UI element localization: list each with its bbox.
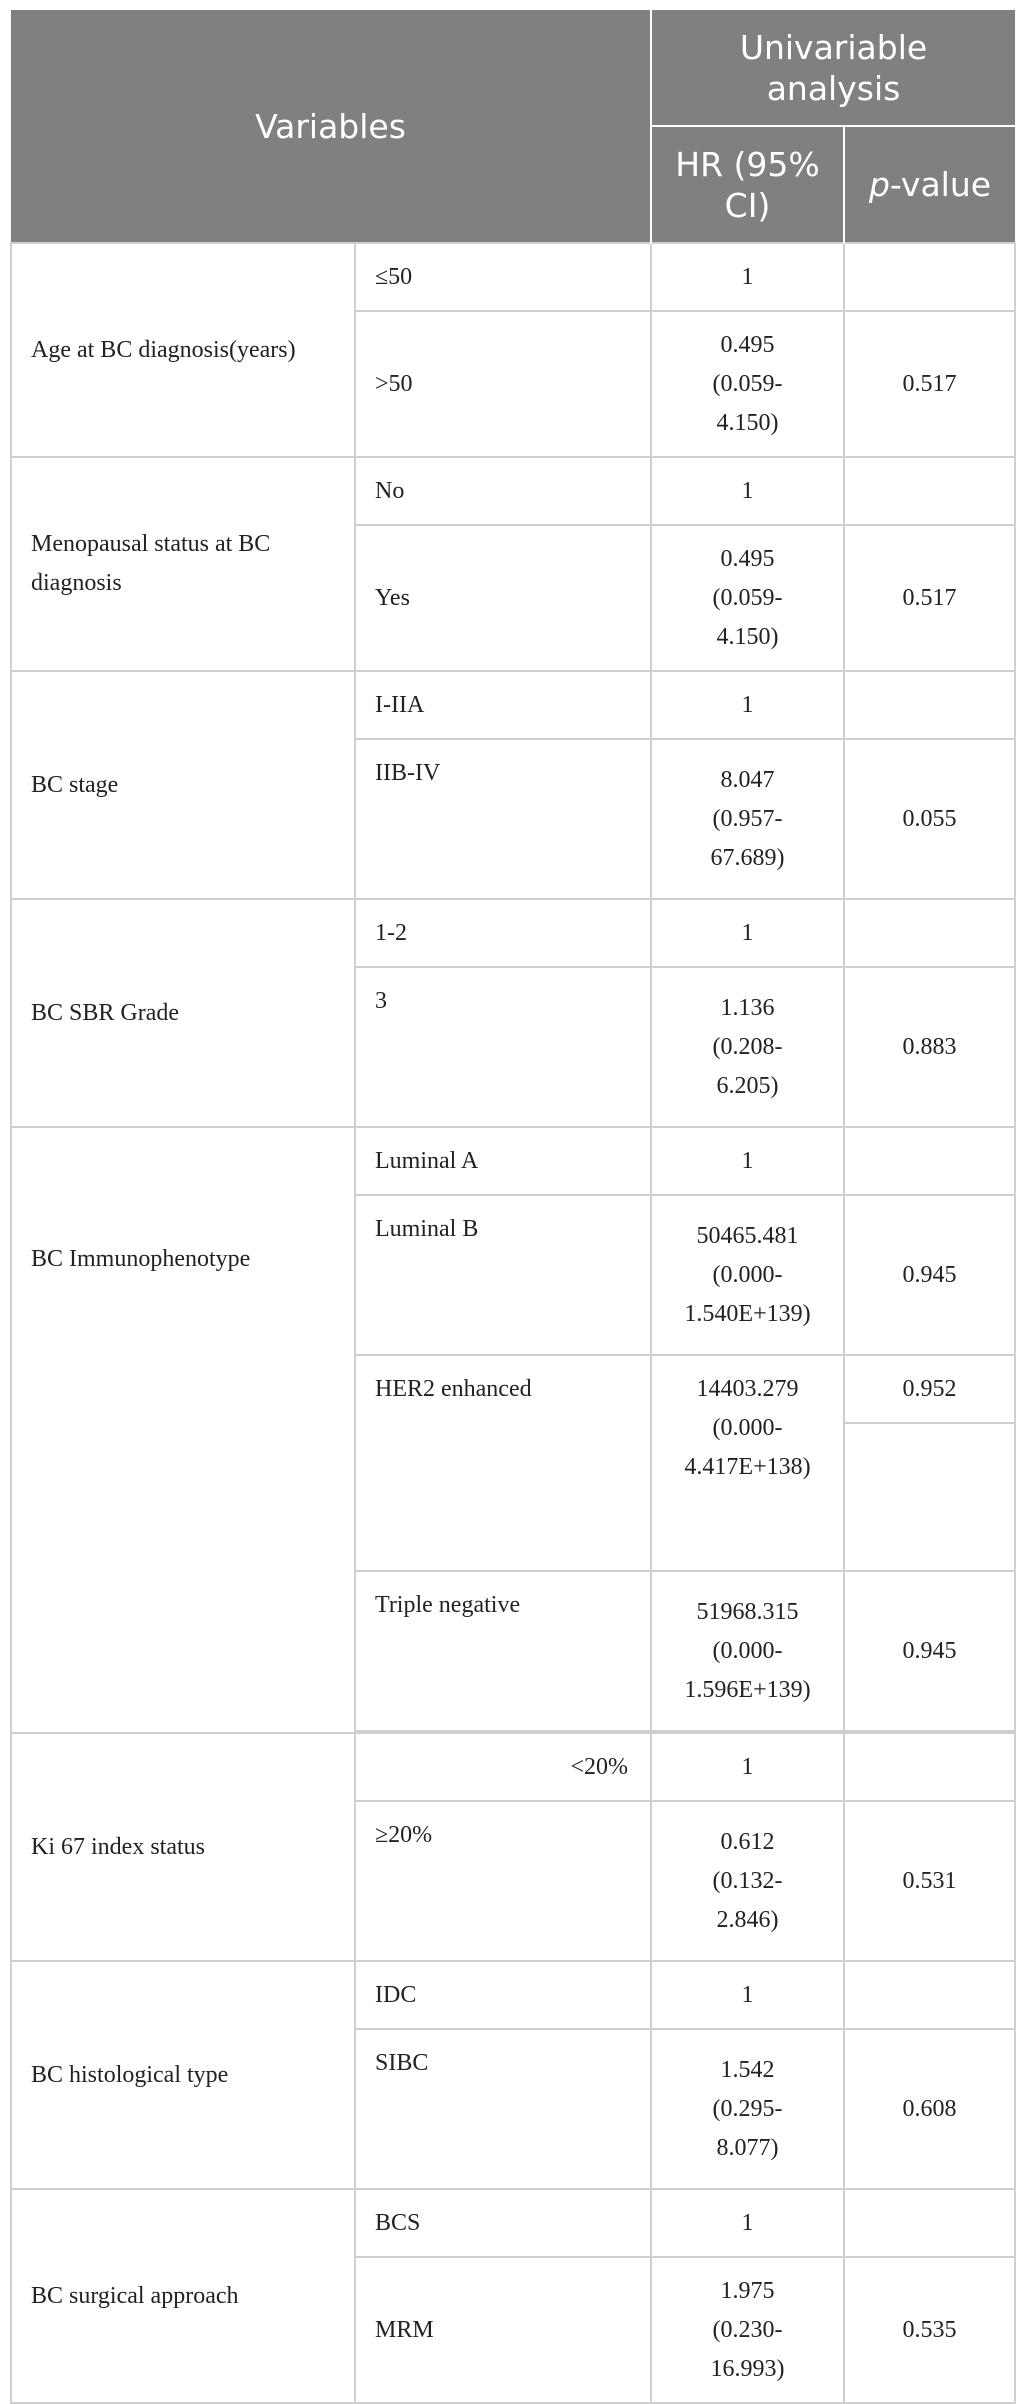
p-value: 0.945 bbox=[844, 1571, 1015, 1731]
header-variables: Variables bbox=[11, 10, 651, 243]
p-value bbox=[844, 2189, 1015, 2257]
p-value bbox=[844, 1423, 1015, 1571]
variable-name: Ki 67 index status bbox=[11, 1733, 355, 1961]
hr-value: 1 bbox=[651, 1733, 844, 1801]
table-row bbox=[11, 1127, 1015, 1195]
variable-name: Menopausal status at BC diagnosis bbox=[11, 457, 355, 671]
hr-value: 14403.279 (0.000-4.417E+138) bbox=[651, 1355, 844, 1571]
category: IIB-IV bbox=[355, 739, 651, 899]
p-value: 0.945 bbox=[844, 1195, 1015, 1355]
p-value: 0.531 bbox=[844, 1801, 1015, 1961]
category: ≥20% bbox=[355, 1801, 651, 1961]
header-p-value: p-value bbox=[844, 126, 1015, 243]
hr-value: 0.612 (0.132-2.846) bbox=[651, 1801, 844, 1961]
hr-value: 1.542 (0.295-8.077) bbox=[651, 2029, 844, 2189]
table-row bbox=[11, 1961, 1015, 2029]
p-value bbox=[844, 243, 1015, 311]
hr-value: 0.495 (0.059-4.150) bbox=[651, 525, 844, 671]
table-row bbox=[11, 671, 1015, 739]
p-value bbox=[844, 1961, 1015, 2029]
hr-value: 1 bbox=[651, 1127, 844, 1195]
hr-value: 51968.315 (0.000-1.596E+139) bbox=[651, 1571, 844, 1731]
p-value bbox=[844, 1733, 1015, 1801]
hr-value: 1 bbox=[651, 243, 844, 311]
p-value: 0.517 bbox=[844, 311, 1015, 457]
category: HER2 enhanced bbox=[355, 1355, 651, 1571]
hr-value: 50465.481 (0.000-1.540E+139) bbox=[651, 1195, 844, 1355]
p-value: 0.535 bbox=[844, 2257, 1015, 2403]
variable-name: Age at BC diagnosis(years) bbox=[11, 243, 355, 457]
category: SIBC bbox=[355, 2029, 651, 2189]
header-hr: HR (95% CI) bbox=[651, 126, 844, 243]
hr-value: 1 bbox=[651, 2189, 844, 2257]
hr-value: 8.047 (0.957-67.689) bbox=[651, 739, 844, 899]
category: Triple negative bbox=[355, 1571, 651, 1731]
p-value bbox=[844, 899, 1015, 967]
table-row bbox=[11, 457, 1015, 525]
category: I-IIA bbox=[355, 671, 651, 739]
p-value: 0.608 bbox=[844, 2029, 1015, 2189]
variable-name: BC Immunophenotype bbox=[11, 1127, 355, 1733]
category: Luminal A bbox=[355, 1127, 651, 1195]
hr-value: 1.975 (0.230-16.993) bbox=[651, 2257, 844, 2403]
category: MRM bbox=[355, 2257, 651, 2403]
hr-value: 1 bbox=[651, 899, 844, 967]
table-row bbox=[11, 899, 1015, 967]
p-value: 0.055 bbox=[844, 739, 1015, 899]
category: <20% bbox=[355, 1733, 651, 1801]
p-value bbox=[844, 671, 1015, 739]
variable-name: BC histological type bbox=[11, 1961, 355, 2189]
table-row bbox=[11, 1733, 1015, 1801]
hr-value: 1.136 (0.208-6.205) bbox=[651, 967, 844, 1127]
hr-value: 1 bbox=[651, 671, 844, 739]
variable-name: BC surgical approach bbox=[11, 2189, 355, 2403]
p-value: 0.883 bbox=[844, 967, 1015, 1127]
variable-name: BC stage bbox=[11, 671, 355, 899]
table-row bbox=[11, 2189, 1015, 2257]
category: Luminal B bbox=[355, 1195, 651, 1355]
category: >50 bbox=[355, 311, 651, 457]
p-value bbox=[844, 457, 1015, 525]
p-value: 0.517 bbox=[844, 525, 1015, 671]
category: Yes bbox=[355, 525, 651, 671]
p-value bbox=[844, 1127, 1015, 1195]
category: 1-2 bbox=[355, 899, 651, 967]
category: No bbox=[355, 457, 651, 525]
header-univariable: Univariable analysis bbox=[651, 10, 1015, 126]
hr-value: 1 bbox=[651, 1961, 844, 2029]
p-value: 0.952 bbox=[844, 1355, 1015, 1423]
category: BCS bbox=[355, 2189, 651, 2257]
category: ≤50 bbox=[355, 243, 651, 311]
hr-value: 1 bbox=[651, 457, 844, 525]
variable-name: BC SBR Grade bbox=[11, 899, 355, 1127]
table-row bbox=[11, 243, 1015, 311]
category: 3 bbox=[355, 967, 651, 1127]
univariable-table bbox=[10, 10, 1016, 2404]
hr-value: 0.495 (0.059-4.150) bbox=[651, 311, 844, 457]
category: IDC bbox=[355, 1961, 651, 2029]
